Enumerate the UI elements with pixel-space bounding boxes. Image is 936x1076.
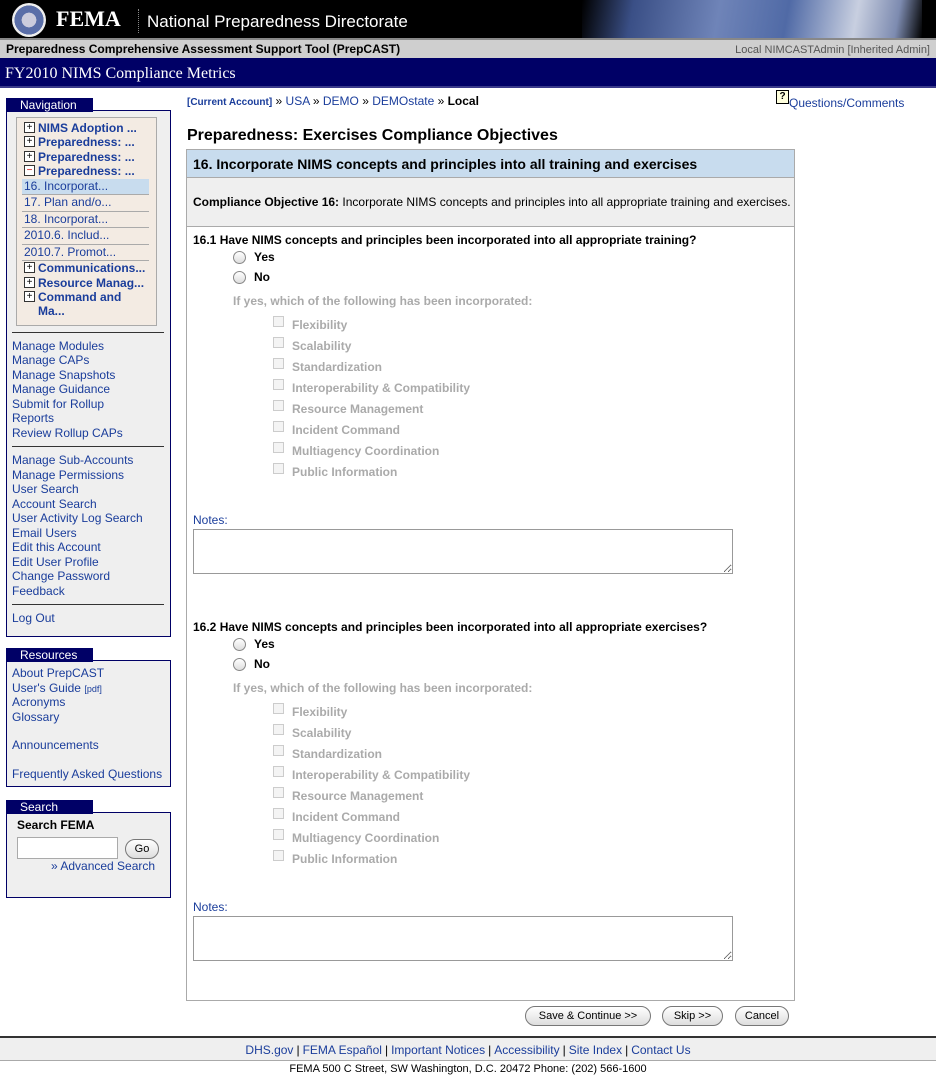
tree-node[interactable]: + Communications... (22, 261, 149, 275)
separator: | (488, 1043, 492, 1057)
account-links (7, 453, 170, 598)
objective-panel (186, 149, 795, 1001)
glossary-link[interactable]: Glossary (12, 709, 60, 724)
question-text: 16.2 Have NIMS concepts and principles been incorporated into all appropriate exercises? (193, 620, 708, 634)
footer-link[interactable]: FEMA Español (302, 1043, 382, 1057)
checkbox-option[interactable]: Resource Management (273, 398, 793, 419)
tree-subitem-17[interactable]: 17. Plan and/o... (22, 195, 149, 212)
checkbox-icon[interactable] (273, 379, 284, 390)
checkbox-option[interactable]: Interoperability & Compatibility (273, 377, 793, 398)
navigation-panel (6, 98, 171, 637)
checkbox-icon[interactable] (273, 316, 284, 327)
checkbox-option[interactable]: Public Information (273, 461, 793, 482)
notes-label: Notes: (193, 513, 228, 527)
question-text: 16.1 Have NIMS concepts and principles been incorporated into all appropriate training? (193, 233, 697, 247)
radio-no[interactable]: No (233, 267, 793, 287)
footer-link[interactable]: DHS.gov (245, 1043, 294, 1057)
tree-subitem-16[interactable]: 16. Incorporat... (22, 179, 149, 196)
notes-label: Notes: (193, 900, 228, 914)
nav-link[interactable]: Edit this Account (12, 540, 101, 555)
checkbox-icon[interactable] (273, 808, 284, 819)
nav-link[interactable]: Submit for Rollup (12, 396, 105, 411)
footer-link[interactable]: Contact Us (631, 1043, 691, 1057)
collapse-icon[interactable]: − (24, 165, 35, 176)
checkbox-icon[interactable] (273, 829, 284, 840)
module-tree (16, 117, 157, 326)
go-button[interactable]: Go (125, 839, 159, 859)
notes-textarea[interactable] (193, 529, 733, 574)
radio-icon[interactable] (233, 251, 246, 264)
breadcrumb-current: Local (447, 94, 479, 108)
checkbox-icon[interactable] (273, 745, 284, 756)
expand-icon[interactable]: + (24, 277, 35, 288)
checkbox-icon[interactable] (273, 787, 284, 798)
about-link[interactable]: About PrepCAST (12, 666, 105, 680)
checkbox-option[interactable]: Interoperability & Compatibility (273, 764, 793, 785)
radio-icon[interactable] (233, 658, 246, 671)
checkbox-option[interactable]: Incident Command (273, 806, 793, 827)
compliance-objective: Compliance Objective 16: Incorporate NIMS concepts and principles into all appropriate training and exercises. (187, 178, 794, 227)
acronyms-link[interactable]: Acronyms (12, 695, 66, 709)
nav-link[interactable]: Change Password (12, 569, 111, 584)
checkbox-option[interactable]: Flexibility (273, 701, 793, 722)
question-16-2 (193, 620, 793, 964)
footer-link[interactable]: Site Index (568, 1043, 623, 1057)
questions-comments-link[interactable]: Questions/Comments (789, 96, 905, 110)
checkbox-icon[interactable] (273, 463, 284, 474)
checkbox-option[interactable]: Multiagency Coordination (273, 827, 793, 848)
divider (138, 9, 139, 33)
tree-subitem-18[interactable]: 18. Incorporat... (22, 212, 149, 229)
flag-banner (582, 0, 922, 38)
nav-link[interactable]: Review Rollup CAPs (12, 425, 123, 440)
section-title: 16. Incorporate NIMS concepts and principles into all training and exercises (187, 150, 794, 178)
tree-node[interactable]: + Preparedness: ... (22, 135, 149, 149)
resources-heading: Resources (6, 648, 93, 662)
checkbox-icon[interactable] (273, 850, 284, 861)
separator: | (384, 1043, 389, 1057)
radio-yes[interactable]: Yes (233, 247, 793, 267)
separator: | (562, 1043, 566, 1057)
checkbox-icon[interactable] (273, 724, 284, 735)
nav-link[interactable]: Email Users (12, 525, 77, 540)
if-yes-label: If yes, which of the following has been incorporated: (233, 681, 533, 695)
tree-subitem-2010-7[interactable]: 2010.7. Promot... (22, 245, 149, 262)
tree-node[interactable]: + NIMS Adoption ... (22, 121, 149, 135)
fema-logo[interactable]: FEMA (56, 6, 121, 31)
breadcrumb-demostate[interactable]: DEMOstate (372, 94, 435, 108)
page-title: Preparedness: Exercises Compliance Objectives (187, 127, 558, 144)
nav-link[interactable]: Manage Snapshots (12, 367, 116, 382)
skip-button[interactable]: Skip >> (662, 1006, 723, 1026)
divider (12, 604, 164, 605)
footer-links (0, 1036, 936, 1061)
checkbox-option[interactable]: Resource Management (273, 785, 793, 806)
radio-icon[interactable] (233, 271, 246, 284)
nav-link[interactable]: Manage CAPs (12, 353, 90, 368)
radio-yes[interactable]: Yes (233, 634, 793, 654)
expand-icon[interactable]: + (24, 122, 35, 133)
logout-link[interactable]: Log Out (12, 611, 55, 626)
checkbox-option[interactable]: Scalability (273, 335, 793, 356)
resources-panel (6, 648, 171, 787)
search-panel (6, 800, 171, 898)
checkbox-option[interactable]: Incident Command (273, 419, 793, 440)
dhs-seal-icon (12, 3, 46, 37)
help-icon: ? (776, 90, 789, 104)
separator: | (296, 1043, 300, 1057)
breadcrumb-demo[interactable]: DEMO (322, 94, 359, 108)
site-header (0, 0, 936, 38)
nav-link[interactable]: Manage Modules (12, 338, 105, 353)
search-heading: Search (6, 800, 93, 814)
save-continue-button[interactable]: Save & Continue >> (525, 1006, 651, 1026)
tree-subitem-2010-6[interactable]: 2010.6. Includ... (22, 228, 149, 245)
checkbox-icon[interactable] (273, 358, 284, 369)
user-info: Local NIMCASTAdmin [Inherited Admin] (735, 44, 930, 56)
breadcrumb-usa[interactable]: USA (285, 94, 310, 108)
pdf-label: [pdf] (84, 683, 102, 694)
faq-link[interactable]: Frequently Asked Questions (12, 766, 163, 781)
directorate-title: National Preparedness Directorate (147, 12, 408, 31)
nav-link[interactable]: Manage Guidance (12, 382, 111, 397)
checkbox-icon[interactable] (273, 703, 284, 714)
tree-node[interactable]: + Preparedness: ... (22, 150, 149, 164)
users-guide-link[interactable]: User's Guide (12, 680, 81, 695)
notes-textarea[interactable] (193, 916, 733, 961)
tool-name: Preparedness Comprehensive Assessment Support Tool (PrepCAST) (6, 42, 401, 56)
nav-link[interactable]: Manage Permissions (12, 467, 125, 482)
tree-node-expanded[interactable]: − Preparedness: ... (22, 164, 149, 178)
nav-link[interactable]: Manage Sub-Accounts (12, 453, 134, 468)
checkbox-option[interactable]: Multiagency Coordination (273, 440, 793, 461)
tool-bar (0, 38, 936, 58)
radio-no[interactable]: No (233, 654, 793, 674)
search-label: Search FEMA (17, 818, 95, 832)
navigation-heading: Navigation (6, 98, 93, 112)
footer-link[interactable]: Accessibility (494, 1043, 560, 1057)
nav-link[interactable]: User Activity Log Search (12, 511, 143, 526)
breadcrumb: [Current Account] » USA » DEMO » DEMOstate » Local (187, 94, 479, 108)
nav-link[interactable]: Reports (12, 411, 55, 426)
tree-node[interactable]: + Command and Ma... (22, 290, 149, 319)
checkbox-option[interactable]: Public Information (273, 848, 793, 869)
app-title: FY2010 NIMS Compliance Metrics (5, 65, 236, 82)
checkbox-option[interactable]: Flexibility (273, 314, 793, 335)
questions-comments[interactable] (776, 90, 905, 110)
current-account-link[interactable]: [Current Account] (187, 97, 273, 108)
checkbox-icon[interactable] (273, 766, 284, 777)
divider (12, 446, 164, 447)
app-title-bar (0, 58, 936, 88)
nav-link[interactable]: User Search (12, 482, 79, 497)
footer-link[interactable]: Important Notices (391, 1043, 486, 1057)
announcements-link[interactable]: Announcements (12, 738, 99, 752)
expand-icon[interactable]: + (24, 136, 35, 147)
checkbox-icon[interactable] (273, 400, 284, 411)
nav-link[interactable]: Account Search (12, 496, 97, 511)
divider (12, 332, 164, 333)
cancel-button[interactable]: Cancel (735, 1006, 789, 1026)
radio-icon[interactable] (233, 638, 246, 651)
nav-link[interactable]: Feedback (12, 583, 65, 598)
if-yes-label: If yes, which of the following has been incorporated: (233, 294, 533, 308)
checkbox-option[interactable]: Standardization (273, 356, 793, 377)
separator: | (625, 1043, 629, 1057)
checkbox-icon[interactable] (273, 442, 284, 453)
expand-icon[interactable]: + (24, 262, 35, 273)
checkbox-option[interactable]: Standardization (273, 743, 793, 764)
nav-link[interactable]: Edit User Profile (12, 554, 99, 569)
tree-node[interactable]: + Resource Manag... (22, 276, 149, 290)
expand-icon[interactable]: + (24, 151, 35, 162)
footer-address: FEMA 500 C Street, SW Washington, D.C. 20472 Phone: (202) 566-1600 (289, 1063, 647, 1075)
checkbox-icon[interactable] (273, 337, 284, 348)
checkbox-icon[interactable] (273, 421, 284, 432)
question-16-1 (193, 233, 793, 577)
advanced-search-link[interactable]: » Advanced Search (51, 859, 156, 873)
expand-icon[interactable]: + (24, 291, 35, 302)
admin-links (7, 339, 170, 441)
search-input[interactable] (17, 837, 118, 859)
checkbox-option[interactable]: Scalability (273, 722, 793, 743)
